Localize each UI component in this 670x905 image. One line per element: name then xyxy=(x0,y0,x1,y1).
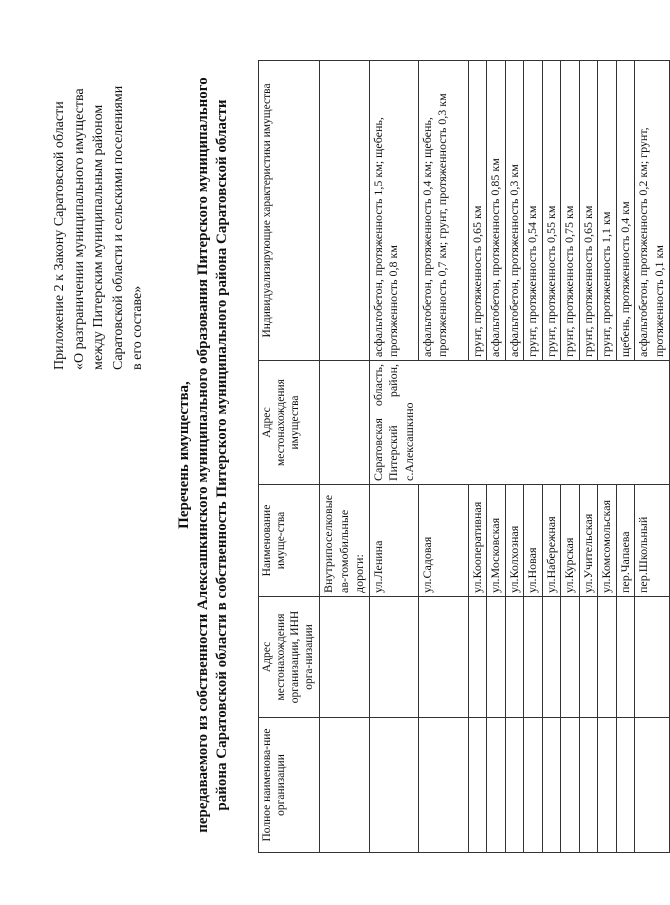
property-name-cell: ул.Колхозная xyxy=(505,485,524,597)
property-name-cell: пер.Чапаева xyxy=(616,485,635,597)
header-org-name: Полное наименова-ние организации xyxy=(259,718,320,853)
property-name-cell: ул.Набережная xyxy=(542,485,561,597)
table-cell xyxy=(487,361,506,485)
table-cell xyxy=(542,597,561,718)
title-line-1: Перечень имущества, xyxy=(176,381,192,529)
table-cell xyxy=(369,718,418,853)
appendix-block xyxy=(50,70,148,370)
table-cell xyxy=(598,597,617,718)
table-row xyxy=(542,61,561,853)
table-cell xyxy=(468,718,487,853)
characteristics-cell: грунт, протяженность 0,75 км xyxy=(561,61,580,361)
appendix-line: между Питерским муниципальным районом xyxy=(91,104,106,370)
table-cell xyxy=(320,597,370,718)
table-cell xyxy=(635,361,670,485)
table-row xyxy=(369,61,418,853)
property-table xyxy=(258,60,670,853)
property-name-cell: ул.Комсомольская xyxy=(598,485,617,597)
table-cell xyxy=(542,718,561,853)
table-cell xyxy=(542,361,561,485)
title-line-2: передаваемого из собственности Алексашкинского муниципального образования Питерского муниципального xyxy=(195,77,211,833)
characteristics-cell: асфальтобетон, протяженность 0,2 км; грунт, протяженность 0,1 км xyxy=(635,61,670,361)
characteristics-cell: грунт, протяженность 0,55 км xyxy=(542,61,561,361)
table-cell xyxy=(505,718,524,853)
appendix-line: «О разграничении муниципального имущества xyxy=(71,88,87,370)
property-name-cell: ул.Новая xyxy=(524,485,543,597)
table-cell xyxy=(418,718,468,853)
table-cell xyxy=(579,597,598,718)
table-cell xyxy=(635,597,670,718)
characteristics-cell: грунт, протяженность 0,54 км xyxy=(524,61,543,361)
table-cell xyxy=(561,597,580,718)
table-cell xyxy=(598,361,617,485)
table-cell xyxy=(418,597,468,718)
characteristics-cell: асфальтобетон, протяженность 0,3 км xyxy=(505,61,524,361)
table-cell xyxy=(579,718,598,853)
table-cell xyxy=(598,718,617,853)
table-row xyxy=(505,61,524,853)
table-cell xyxy=(616,361,635,485)
characteristics-cell: асфальтобетон, протяженность 1,5 км; щебень, протяженность 0,8 км xyxy=(369,61,418,361)
table-cell xyxy=(635,718,670,853)
property-name-cell: ул.Садовая xyxy=(418,485,468,597)
property-name-cell: ул.Московская xyxy=(487,485,506,597)
property-name-cell: ул.Кооперативная xyxy=(468,485,487,597)
table-row xyxy=(487,61,506,853)
table-cell xyxy=(320,361,370,485)
table-header-row xyxy=(259,61,320,853)
table-cell xyxy=(369,597,418,718)
table-cell xyxy=(418,361,468,485)
characteristics-cell: грунт, протяженность 0,65 км xyxy=(468,61,487,361)
group-label: Внутрипоселковые ав-томобильные дороги: xyxy=(320,485,370,597)
table-cell xyxy=(320,718,370,853)
document-title xyxy=(175,65,232,845)
table-cell xyxy=(320,61,370,361)
property-name-cell: ул.Учительская xyxy=(579,485,598,597)
table-cell xyxy=(468,361,487,485)
table-cell xyxy=(524,718,543,853)
table-row xyxy=(468,61,487,853)
property-name-cell: ул.Ленина xyxy=(369,485,418,597)
characteristics-cell: щебень, протяженность 0,4 км xyxy=(616,61,635,361)
table-cell xyxy=(505,361,524,485)
table-cell xyxy=(468,597,487,718)
table-row xyxy=(598,61,617,853)
appendix-line: Приложение 2 к Закону Саратовской области xyxy=(52,101,67,370)
property-name-cell: ул.Курская xyxy=(561,485,580,597)
property-address-cell: Саратовская область, Питерский район, с.Алексашкино xyxy=(369,361,418,485)
characteristics-cell: грунт, протяженность 0,65 км xyxy=(579,61,598,361)
appendix-line: Саратовской области и сельскими поселениями xyxy=(110,85,126,370)
table-cell xyxy=(561,361,580,485)
table-row xyxy=(418,61,468,853)
table-cell xyxy=(524,361,543,485)
header-property-address: Адрес местонахождения имущества xyxy=(259,361,320,485)
table-row xyxy=(635,61,670,853)
table-cell xyxy=(616,718,635,853)
table-group-row xyxy=(320,61,370,853)
header-characteristics: Индивидуализирующие характеристики имущества xyxy=(259,61,320,361)
table-cell xyxy=(487,597,506,718)
title-line-3: района Саратовской области в собственность Питерского муниципального района Саратовской области xyxy=(214,99,230,811)
characteristics-cell: грунт, протяженность 1,1 км xyxy=(598,61,617,361)
table-cell xyxy=(579,361,598,485)
table-cell xyxy=(616,597,635,718)
header-org-address: Адрес местонахождения организации, ИНН орга-низации xyxy=(259,597,320,718)
characteristics-cell: асфальтобетон, протяженность 0,85 км xyxy=(487,61,506,361)
table-row xyxy=(579,61,598,853)
table-row xyxy=(524,61,543,853)
table-cell xyxy=(561,718,580,853)
table-cell xyxy=(524,597,543,718)
table-cell xyxy=(505,597,524,718)
table-row xyxy=(561,61,580,853)
table-cell xyxy=(487,718,506,853)
table-row xyxy=(616,61,635,853)
appendix-line: в его составе» xyxy=(130,285,145,370)
property-name-cell: пер.Школьный xyxy=(635,485,670,597)
characteristics-cell: асфальтобетон, протяженность 0,4 км; щебень, протяженность 0,7 км; грунт, протяженность 0,3 км xyxy=(418,61,468,361)
header-property-name: Наименование имуще-ства xyxy=(259,485,320,597)
